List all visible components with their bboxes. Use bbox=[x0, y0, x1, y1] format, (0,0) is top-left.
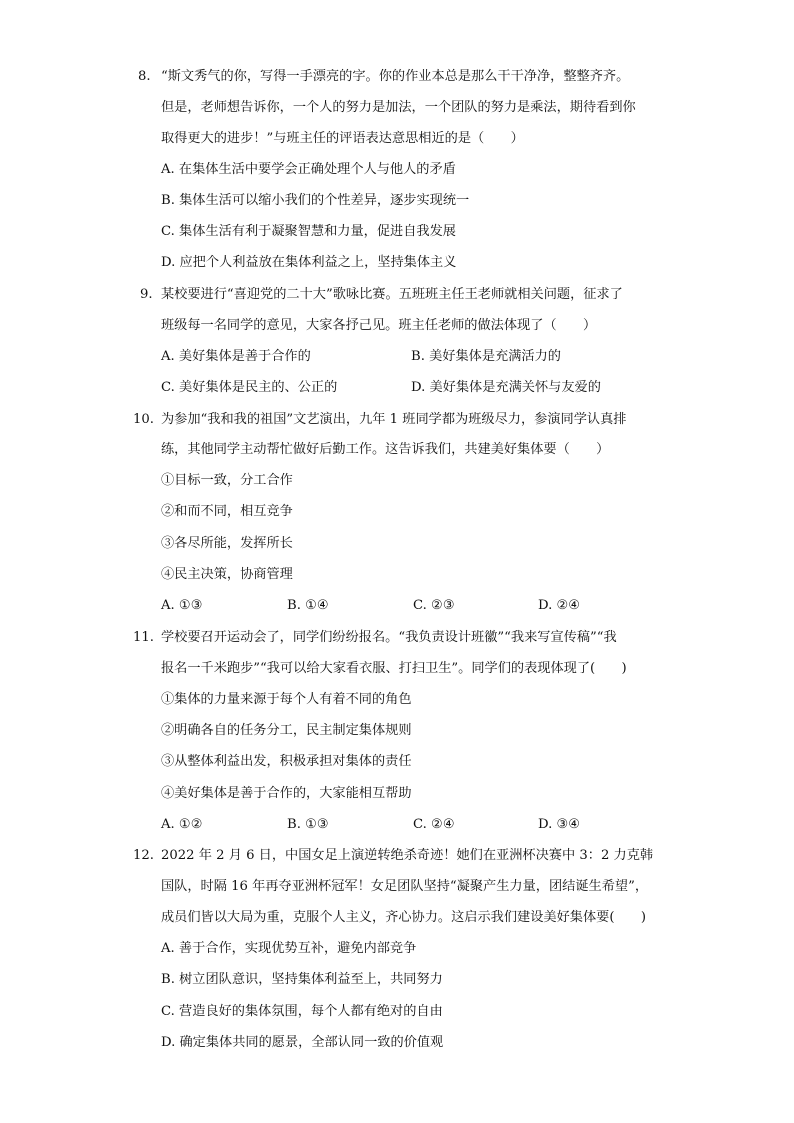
question-stem-line: 但是，老师想告诉你，一个人的努力是加法，一个团队的努力是乘法，期待看到你 bbox=[161, 100, 636, 115]
statement-item: ①目标一致，分工合作 bbox=[161, 473, 293, 488]
question-stem-line: 学校要召开运动会了，同学们纷纷报名。“我负责设计班徽”“我来写宣传稿”“我 bbox=[161, 630, 617, 645]
option-d: D. ③④ bbox=[538, 817, 581, 832]
statement-item: ④民主决策，协商管理 bbox=[161, 567, 293, 582]
statement-item: ③从整体利益出发，积极承担对集体的责任 bbox=[161, 754, 412, 769]
question-stem-line: 报名一千米跑步”“我可以给大家看衣服、打扫卫生”。同学们的表现体现了( ) bbox=[161, 661, 627, 676]
question-stem-line: 成员们皆以大局为重，克服个人主义，齐心协力。这启示我们建设美好集体要( ) bbox=[161, 910, 647, 925]
question-stem-line: “斯文秀气的你，写得一手漂亮的字。你的作业本总是那么干干净净，整整齐齐。 bbox=[161, 69, 630, 84]
question-stem-line: 练，其他同学主动帮忙做好后勤工作。这告诉我们，共建美好集体要（ ） bbox=[161, 442, 610, 457]
option-a: A. 善于合作，实现优势互补，避免内部竞争 bbox=[161, 941, 417, 956]
statement-item: ③各尽所能，发挥所长 bbox=[161, 536, 293, 551]
statement-item: ④美好集体是善于合作的，大家能相互帮助 bbox=[161, 786, 412, 801]
statement-item: ②和而不同，相互竞争 bbox=[161, 504, 293, 519]
question-stem-line: 取得更大的进步！”与班主任的评语表达意思相近的是（ ） bbox=[161, 131, 524, 146]
question-number: 10. bbox=[133, 412, 154, 427]
option-c: C. 营造良好的集体氛围，每个人都有绝对的自由 bbox=[161, 1004, 443, 1019]
option-d: D. ②④ bbox=[538, 598, 581, 613]
option-a: A. 美好集体是善于合作的 bbox=[161, 349, 311, 364]
option-a: A. 在集体生活中要学会正确处理个人与他人的矛盾 bbox=[161, 162, 456, 177]
option-b: B. ①③ bbox=[287, 817, 329, 832]
question-stem-line: 某校要进行“喜迎党的二十大”歌咏比赛。五班班主任王老师就相关问题，征求了 bbox=[161, 287, 623, 302]
question-number: 8. bbox=[138, 69, 151, 84]
option-d: D. 美好集体是充满关怀与友爱的 bbox=[411, 380, 601, 395]
question-number: 12. bbox=[133, 848, 154, 863]
statement-item: ②明确各自的任务分工，民主制定集体规则 bbox=[161, 723, 412, 738]
option-d: D. 确定集体共同的愿景，全部认同一致的价值观 bbox=[161, 1035, 444, 1050]
question-stem-line: 班级每一名同学的意见，大家各抒己见。班主任老师的做法体现了（ ） bbox=[161, 318, 597, 333]
question-stem-line: 为参加“我和我的祖国”文艺演出，九年 1 班同学都为班级尽力，参演同学认真排 bbox=[161, 412, 627, 427]
option-b: B. 树立团队意识，坚持集体利益至上，共同努力 bbox=[161, 972, 443, 987]
option-d: D. 应把个人利益放在集体利益之上，坚持集体主义 bbox=[161, 255, 457, 270]
option-c: C. ②③ bbox=[413, 598, 455, 613]
option-a: A. ①③ bbox=[161, 598, 203, 613]
question-number: 9. bbox=[140, 287, 153, 302]
option-b: B. ①④ bbox=[287, 598, 329, 613]
question-stem-line: 国队，时隔 16 年再夺亚洲杯冠军！女足团队坚持“凝聚产生力量，团结诞生希望”， bbox=[161, 879, 649, 894]
option-c: C. ②④ bbox=[413, 817, 455, 832]
question-number: 11. bbox=[133, 630, 154, 645]
statement-item: ①集体的力量来源于每个人有着不同的角色 bbox=[161, 692, 412, 707]
option-c: C. 美好集体是民主的、公正的 bbox=[161, 380, 338, 395]
question-stem-line: 2022 年 2 月 6 日，中国女足上演逆转绝杀奇迹！她们在亚洲杯决赛中 3：2 力克韩 bbox=[161, 848, 654, 863]
option-c: C. 集体生活有利于凝聚智慧和力量，促进自我发展 bbox=[161, 224, 456, 239]
option-b: B. 集体生活可以缩小我们的个性差异，逐步实现统一 bbox=[161, 193, 470, 208]
option-b: B. 美好集体是充满活力的 bbox=[411, 349, 561, 364]
option-a: A. ①② bbox=[161, 817, 203, 832]
